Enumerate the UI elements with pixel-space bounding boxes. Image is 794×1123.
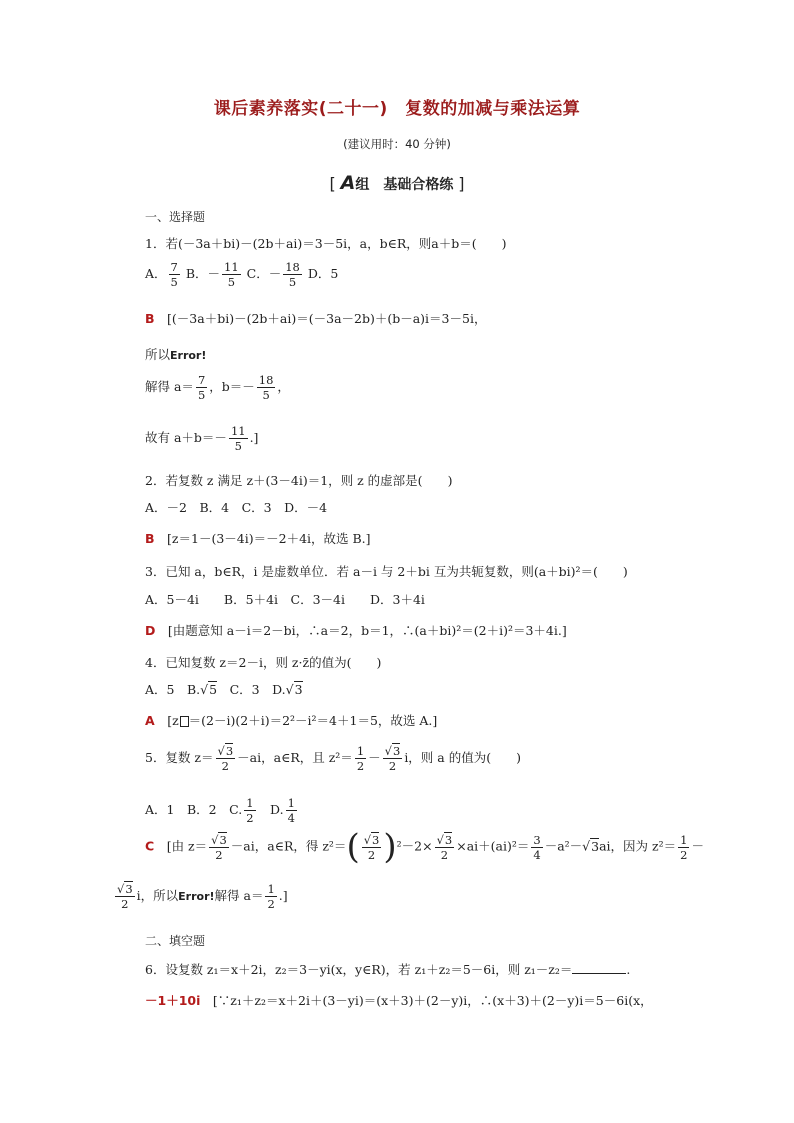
q2-answer: B [z＝1－(3－4i)＝－2＋4i，故选 B.]: [145, 531, 371, 546]
q3-options: A．5－4i B．5＋4i C．3－4i D．3＋4i: [145, 592, 425, 607]
section-choice: 一、选择题: [145, 210, 206, 224]
q6-stem: 6．设复数 z₁＝x＋2i，z₂＝3－yi(x，y∈R)，若 z₁＋z₂＝5－6i，则 z₁－z₂＝ .: [145, 962, 631, 977]
q6-answer: －1＋10i [∵z₁＋z₂＝x＋2i＋(3－yi)＝(x＋3)＋(2－y)i，∴(x＋3)＋(2－y)i＝5－6i(x，: [145, 993, 653, 1008]
q1-options: A． $\frac{7}{5}$ B．－ $\frac{11}{5}$ C．－ $\frac{18}{5}$ D．5: [145, 260, 339, 289]
q6-key: －1＋10i: [145, 993, 201, 1008]
q3-key: D: [145, 623, 156, 638]
q1-answer: B [(－3a＋bi)－(2b＋ai)＝(－3a－2b)＋(b－a)i＝3－5i，: [145, 311, 487, 326]
q4-key: A: [145, 713, 155, 728]
time-note: (建议用时：40 分钟): [343, 137, 451, 151]
answer-blank: [572, 961, 626, 974]
group-letter: A: [340, 172, 356, 194]
q3-answer: D [由题意知 a－i＝2－bi，∴a＝2，b＝1，∴(a＋bi)²＝(2＋i)²＝3＋4i.]: [145, 623, 567, 638]
group-heading: [0, 172, 794, 194]
q4-options: A．5 B.√5 C．3 D.√3: [145, 682, 303, 697]
conjugate-symbol-icon: [180, 716, 189, 727]
q4-stem: 4．已知复数 z＝2－i，则 z·z̄的值为( ): [145, 655, 382, 670]
q2-options: A．－2 B．4 C．3 D．－4: [145, 500, 328, 515]
group-bracket-close: ]: [458, 174, 465, 193]
q1-sol-line2: 所以Error!: [145, 347, 207, 362]
q2-key: B: [145, 531, 155, 546]
q5-answer: C [由 z＝ $\frac{√3}{2}$ －ai，a∈R，得 z²＝( $\frac{√3}{2}$ )²－2× $\frac{√3}{2}$ ×ai＋(ai)²＝ $\frac{3}{4}$ －a²－√3ai，因为 z²＝ $\frac{1}{2}$ －: [145, 827, 704, 867]
q5-sol-line2: $\frac{√3}{2}$ i，所以Error!解得 a＝ $\frac{1}{2}$ .]: [117, 882, 288, 911]
q1-stem: 1．若(－3a＋bi)－(2b＋ai)＝3－5i，a，b∈R，则a＋b＝( ): [145, 236, 507, 251]
q1-sol-line4: 故有 a＋b＝－ $\frac{11}{5}$ .]: [145, 424, 259, 453]
q5-options: A．1 B．2 C. $\frac{1}{2}$ D. $\frac{1}{4}$: [145, 796, 295, 825]
q4-answer: A [z ＝(2－i)(2＋i)＝2²－i²＝4＋1＝5，故选 A.]: [145, 713, 438, 728]
q1-sol-line3: 解得 a＝ $\frac{7}{5}$ ，b＝－ $\frac{18}{5}$ ，: [145, 373, 290, 402]
page-title: 课后素养落实(二十一) 复数的加减与乘法运算: [213, 99, 581, 119]
q1-key: B: [145, 311, 155, 326]
q2-stem: 2．若复数 z 满足 z＋(3－4i)＝1，则 z 的虚部是( ): [145, 473, 453, 488]
section-fill: 二、填空题: [145, 934, 206, 948]
q3-stem: 3．已知 a，b∈R，i 是虚数单位．若 a－i 与 2＋bi 互为共轭复数，则(a＋bi)²＝( ): [145, 564, 628, 579]
group-title: 组 基础合格练: [355, 177, 454, 193]
q5-stem: 5．复数 z＝ $\frac{√3}{2}$ －ai，a∈R，且 z²＝ $\frac{1}{2}$ － $\frac{√3}{2}$ i，则 a 的值为( ): [145, 744, 521, 773]
q5-key: C: [145, 838, 155, 854]
group-bracket-open: [: [329, 174, 336, 193]
